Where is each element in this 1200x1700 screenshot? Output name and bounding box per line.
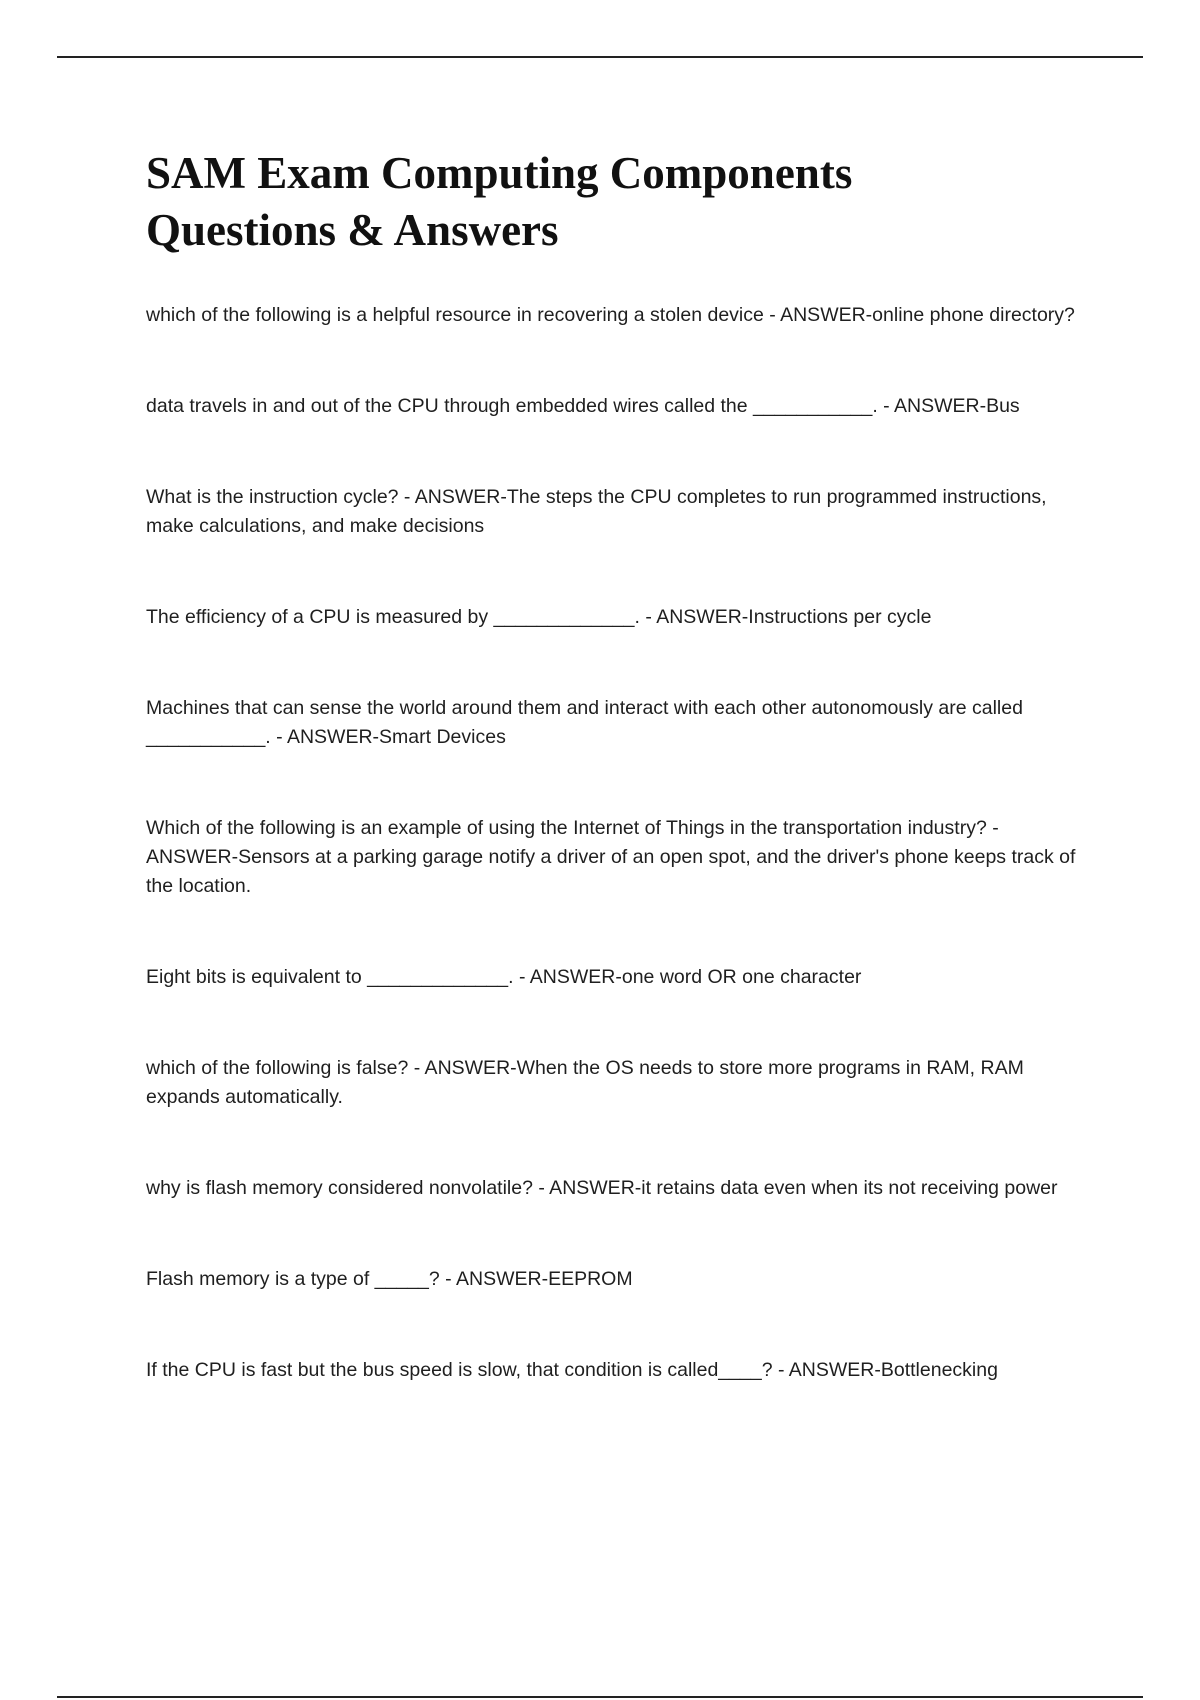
- qa-item: which of the following is false? - ANSWER-When the OS needs to store more programs in RAM, RAM expands automatically.: [146, 1057, 1024, 1108]
- qa-item: why is flash memory considered nonvolatile? - ANSWER-it retains data even when its not receiving power: [146, 1177, 1058, 1199]
- qa-item: Which of the following is an example of using the Internet of Things in the transportation industry? - ANSWER-Sensors at a parking garage notify a driver of an open spot, and the driver's phone keeps track of the location.: [146, 817, 1076, 897]
- bottom-divider: [57, 1696, 1143, 1698]
- qa-item: If the CPU is fast but the bus speed is slow, that condition is called____? - ANSWER-Bottlenecking: [146, 1359, 998, 1381]
- qa-item: What is the instruction cycle? - ANSWER-The steps the CPU completes to run programmed instructions, make calculations, and make decisions: [146, 486, 1047, 537]
- document-title: [146, 145, 1081, 259]
- qa-item: The efficiency of a CPU is measured by _____________. - ANSWER-Instructions per cycle: [146, 606, 932, 628]
- qa-item: Flash memory is a type of _____? - ANSWER-EEPROM: [146, 1268, 633, 1290]
- qa-item: Eight bits is equivalent to _____________. - ANSWER-one word OR one character: [146, 966, 862, 988]
- top-divider: [57, 56, 1143, 58]
- qa-list: [146, 301, 1081, 1385]
- qa-item: which of the following is a helpful resource in recovering a stolen device - ANSWER-online phone directory?: [146, 304, 1075, 326]
- qa-item: Machines that can sense the world around them and interact with each other autonomously are called ___________. - ANSWER-Smart Devices: [146, 697, 1023, 748]
- document-page: [146, 145, 1081, 1447]
- title-line-2: Questions & Answers: [146, 205, 559, 255]
- qa-item: data travels in and out of the CPU through embedded wires called the ___________. - ANSWER-Bus: [146, 395, 1020, 417]
- title-line-1: SAM Exam Computing Components: [146, 148, 853, 198]
